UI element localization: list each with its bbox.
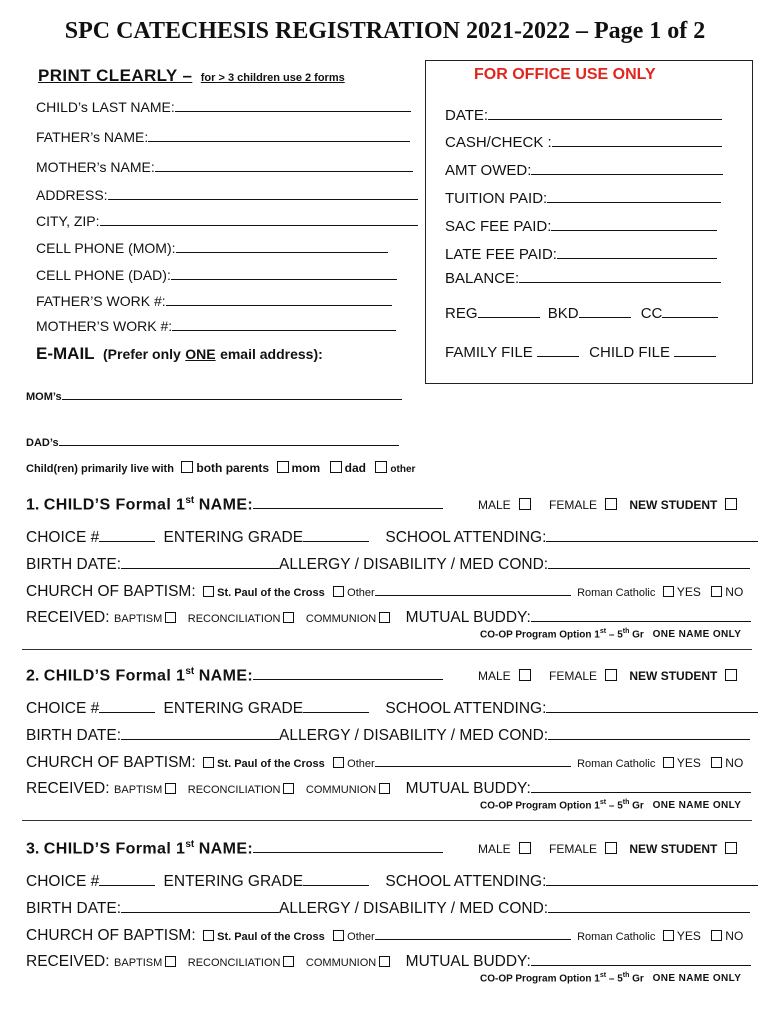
print-clearly-header	[38, 66, 345, 86]
child-3-female-checkbox[interactable]	[605, 842, 617, 854]
office-amt-owed[interactable]: AMT OWED:	[445, 162, 723, 179]
child-1-other-church-line[interactable]	[375, 584, 571, 596]
office-date[interactable]: DATE:	[445, 107, 722, 124]
lives-mom-checkbox[interactable]	[277, 461, 289, 473]
child-3-choice-row[interactable]: CHOICE # ENTERING GRADE SCHOOL ATTENDING:	[26, 873, 758, 891]
child-2-female-checkbox[interactable]	[605, 669, 617, 681]
child-1-coop-note: CO-OP Program Option 1st – 5th Gr ONE NAME ONLY	[480, 628, 742, 641]
child-2-birth-row[interactable]: BIRTH DATE: ALLERGY / DISABILITY / MED COND:	[26, 727, 750, 745]
child-3-received-row: RECEIVED: BAPTISM RECONCILIATION COMMUNION MUTUAL BUDDY:	[26, 953, 751, 971]
child-1-rc-yes-checkbox[interactable]	[663, 586, 674, 597]
child-3-name-line[interactable]	[253, 841, 443, 853]
child-1-st-paul-checkbox[interactable]	[203, 586, 214, 597]
child-2-choice-row[interactable]: CHOICE # ENTERING GRADE SCHOOL ATTENDING:	[26, 700, 758, 718]
child-1-received-row: RECEIVED: BAPTISM RECONCILIATION COMMUNION MUTUAL BUDDY:	[26, 609, 751, 627]
child-2-name-line[interactable]	[253, 668, 443, 680]
child-3-other-church-line[interactable]	[375, 928, 571, 940]
field-cell-phone-dad[interactable]: CELL PHONE (DAD):	[36, 267, 397, 283]
child-1-female-checkbox[interactable]	[605, 498, 617, 510]
child-2-gender-row: MALE FEMALE NEW STUDENT	[478, 669, 740, 683]
field-mothers-name[interactable]: MOTHER’s NAME:	[36, 159, 413, 175]
page-title: SPC CATECHESIS REGISTRATION 2021-2022 – Page 1 of 2	[64, 18, 706, 44]
email-header: E-MAIL (Prefer only ONE email address):	[36, 344, 323, 363]
field-address[interactable]: ADDRESS:	[36, 187, 418, 203]
child-2-church-row: CHURCH OF BAPTISM: St. Paul of the Cross Other Roman Catholic YES NO	[26, 754, 744, 771]
child-3-other-church-checkbox[interactable]	[333, 930, 344, 941]
field-mothers-work[interactable]: MOTHER’S WORK #:	[36, 318, 396, 334]
child-1-communion-checkbox[interactable]	[379, 612, 390, 623]
office-use-header: FOR OFFICE USE ONLY	[474, 66, 656, 83]
lives-both-checkbox[interactable]	[181, 461, 193, 473]
child-2-new-student-checkbox[interactable]	[725, 669, 737, 681]
child-1-baptism-checkbox[interactable]	[165, 612, 176, 623]
child-2-male-checkbox[interactable]	[519, 669, 531, 681]
field-fathers-work[interactable]: FATHER’S WORK #:	[36, 293, 392, 309]
child-2-mutual-buddy-line[interactable]	[531, 781, 751, 793]
lives-with-row: Child(ren) primarily live with both parents mom dad other	[26, 461, 416, 475]
child-3-church-row: CHURCH OF BAPTISM: St. Paul of the Cross Other Roman Catholic YES NO	[26, 927, 744, 944]
child-1-church-row: CHURCH OF BAPTISM: St. Paul of the Cross Other Roman Catholic YES NO	[26, 583, 744, 600]
child-3-birth-row[interactable]: BIRTH DATE: ALLERGY / DISABILITY / MED COND:	[26, 900, 750, 918]
child-3-rc-yes-checkbox[interactable]	[663, 930, 674, 941]
child-3-st-paul-checkbox[interactable]	[203, 930, 214, 941]
child-1-name-line[interactable]	[253, 497, 443, 509]
office-balance[interactable]: BALANCE:	[445, 270, 721, 287]
print-clearly-label: PRINT CLEARLY –	[38, 66, 193, 85]
child-2-communion-checkbox[interactable]	[379, 783, 390, 794]
child-1-new-student-checkbox[interactable]	[725, 498, 737, 510]
child-1-male-checkbox[interactable]	[519, 498, 531, 510]
child-1-birth-row[interactable]: BIRTH DATE: ALLERGY / DISABILITY / MED COND:	[26, 556, 750, 574]
email-dad[interactable]: DAD’s	[26, 434, 399, 449]
section-divider	[22, 820, 752, 821]
office-cash-check[interactable]: CASH/CHECK :	[445, 134, 722, 151]
field-cell-phone-mom[interactable]: CELL PHONE (MOM):	[36, 240, 388, 256]
child-2-reconciliation-checkbox[interactable]	[283, 783, 294, 794]
field-fathers-name[interactable]: FATHER’s NAME:	[36, 129, 410, 145]
field-childs-last-name[interactable]: CHILD’s LAST NAME:	[36, 99, 411, 115]
print-note: for > 3 children use 2 forms	[200, 72, 345, 84]
child-3-name-row: 3. CHILD’S Formal 1st NAME:	[26, 839, 443, 858]
office-late-fee[interactable]: LATE FEE PAID:	[445, 246, 717, 263]
child-1-reconciliation-checkbox[interactable]	[283, 612, 294, 623]
child-3-communion-checkbox[interactable]	[379, 956, 390, 967]
child-3-mutual-buddy-line[interactable]	[531, 954, 751, 966]
office-sac-fee[interactable]: SAC FEE PAID:	[445, 218, 717, 235]
child-2-rc-yes-checkbox[interactable]	[663, 757, 674, 768]
child-3-baptism-checkbox[interactable]	[165, 956, 176, 967]
child-2-rc-no-checkbox[interactable]	[711, 757, 722, 768]
child-3-male-checkbox[interactable]	[519, 842, 531, 854]
child-2-baptism-checkbox[interactable]	[165, 783, 176, 794]
office-tuition-paid[interactable]: TUITION PAID:	[445, 190, 721, 207]
lives-dad-checkbox[interactable]	[330, 461, 342, 473]
child-2-name-row: 2. CHILD’S Formal 1st NAME:	[26, 666, 443, 685]
child-2-other-church-line[interactable]	[375, 755, 571, 767]
field-city-zip[interactable]: CITY, ZIP:	[36, 213, 418, 229]
office-reg-bkd-cc[interactable]: REG BKD CC	[445, 305, 718, 322]
child-1-rc-no-checkbox[interactable]	[711, 586, 722, 597]
child-1-name-row: 1. CHILD’S Formal 1st NAME:	[26, 495, 443, 514]
child-2-received-row: RECEIVED: BAPTISM RECONCILIATION COMMUNION MUTUAL BUDDY:	[26, 780, 751, 798]
child-3-gender-row: MALE FEMALE NEW STUDENT	[478, 842, 740, 856]
child-2-other-church-checkbox[interactable]	[333, 757, 344, 768]
child-3-rc-no-checkbox[interactable]	[711, 930, 722, 941]
child-1-gender-row: MALE FEMALE NEW STUDENT	[478, 498, 740, 512]
child-3-coop-note: CO-OP Program Option 1st – 5th Gr ONE NAME ONLY	[480, 972, 742, 985]
child-2-st-paul-checkbox[interactable]	[203, 757, 214, 768]
child-3-reconciliation-checkbox[interactable]	[283, 956, 294, 967]
child-1-mutual-buddy-line[interactable]	[531, 610, 751, 622]
lives-other-checkbox[interactable]	[375, 461, 387, 473]
child-3-new-student-checkbox[interactable]	[725, 842, 737, 854]
child-2-coop-note: CO-OP Program Option 1st – 5th Gr ONE NAME ONLY	[480, 799, 742, 812]
child-1-other-church-checkbox[interactable]	[333, 586, 344, 597]
office-files[interactable]: FAMILY FILE CHILD FILE	[445, 344, 716, 361]
section-divider	[22, 649, 752, 650]
child-1-choice-row[interactable]: CHOICE # ENTERING GRADE SCHOOL ATTENDING:	[26, 529, 758, 547]
email-mom[interactable]: MOM’s	[26, 388, 402, 403]
